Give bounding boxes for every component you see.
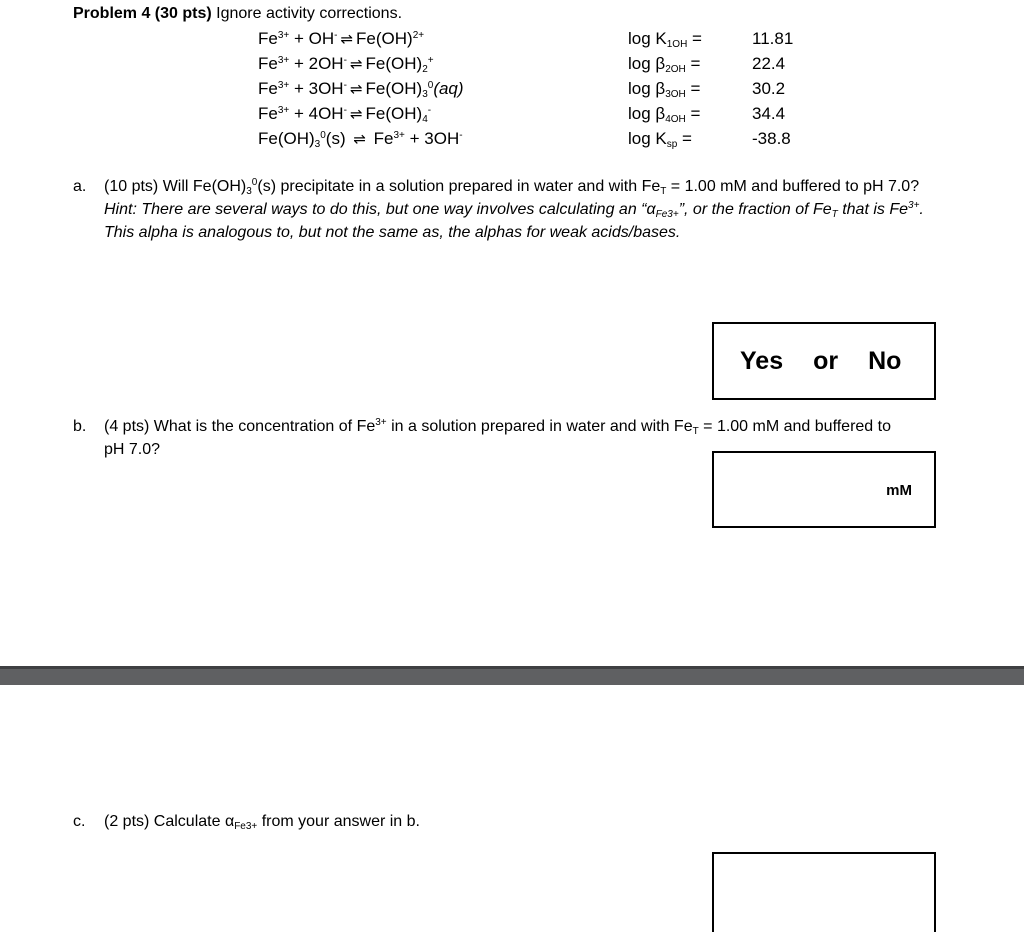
answer-yes[interactable]: Yes — [740, 346, 784, 375]
part-b-letter: b. — [73, 418, 87, 435]
reaction-equation: $Fe^{3+} + 2OH^-$ ⇌ $Fe(OH)_2^+$ — [258, 54, 434, 75]
page-divider-shadow — [0, 666, 1024, 669]
part-b-unit: mM — [886, 482, 912, 499]
constant-value: 30.2 — [752, 79, 786, 98]
problem-title — [73, 5, 402, 23]
constant-label: $\log \beta_{3OH}$ = — [628, 79, 701, 100]
part-a-hint: Hint: There are several ways to do this, but one way involves calculating an “$\alpha_{Fe3+}$”, or the fraction of $Fe_T$ that is $Fe^{3+}$. This alpha is analogous to, but not the same as, the alphas for weak acids/bases. — [104, 200, 924, 241]
yes-or-no-choice — [714, 324, 934, 398]
reaction-equation: $Fe^{3+} + OH^-$ ⇌ Fe(OH)$^{2+}$ — [258, 29, 425, 48]
reaction-equation: $Fe^{3+} + 4OH^-$ ⇌ $Fe(OH)_4^-$ — [258, 104, 432, 125]
answer-or: or — [813, 346, 839, 375]
constant-label: $\log \beta_{2OH}$ = — [628, 54, 701, 75]
answer-no[interactable]: No — [868, 346, 902, 375]
reaction-equation: $Fe^{3+} + 3OH^-$ ⇌ $Fe(OH)_3^0(aq)$ — [258, 79, 464, 100]
part-c-answer-box[interactable] — [712, 852, 936, 932]
constant-value: 34.4 — [752, 104, 786, 123]
constant-value: 22.4 — [752, 54, 786, 73]
problem-title-bold: Problem 4 (30 pts) — [73, 5, 212, 22]
ksp-label: $\log K_{sp}$ = — [628, 129, 692, 150]
part-a-question: (10 pts) Will $Fe(OH)_3^0(s)$ precipitate in a solution prepared in water and with $Fe_T = 1.00$ mM and buffered to pH 7.0? Hint: There are several ways to do this, but one way involves calculating an “$\alpha_{Fe3+}$”, or the fraction of $Fe_T$ that is $Fe^{3+}$. This alpha is analogous to, but not the same as, the alphas for weak acids/bases. — [104, 177, 924, 241]
part-c-question: (2 pts) Calculate $\alpha_{Fe3+}$ from your answer in b. — [104, 813, 420, 832]
part-b-question: (4 pts) What is the concentration of $Fe^{3+}$ in a solution prepared in water and with $Fe_T = 1.00$ mM and buffered to pH 7.0? — [104, 417, 891, 458]
part-c-letter: c. — [73, 813, 86, 830]
part-b-answer-box[interactable] — [712, 451, 936, 528]
part-a-answer-box[interactable] — [712, 322, 936, 400]
constant-value: 11.81 — [752, 29, 794, 48]
problem-title-rest: Ignore activity corrections. — [216, 5, 403, 22]
constant-label: $\log K_{1OH}$ = — [628, 29, 702, 50]
constant-label: $\log \beta_{4OH}$ = — [628, 104, 701, 125]
ksp-equation: $Fe(OH)_3^0(s)$ ⇌ $Fe^{3+} + 3OH^-$ — [258, 129, 463, 150]
ksp-value: -38.8 — [752, 129, 791, 148]
part-a-letter: a. — [73, 178, 87, 195]
